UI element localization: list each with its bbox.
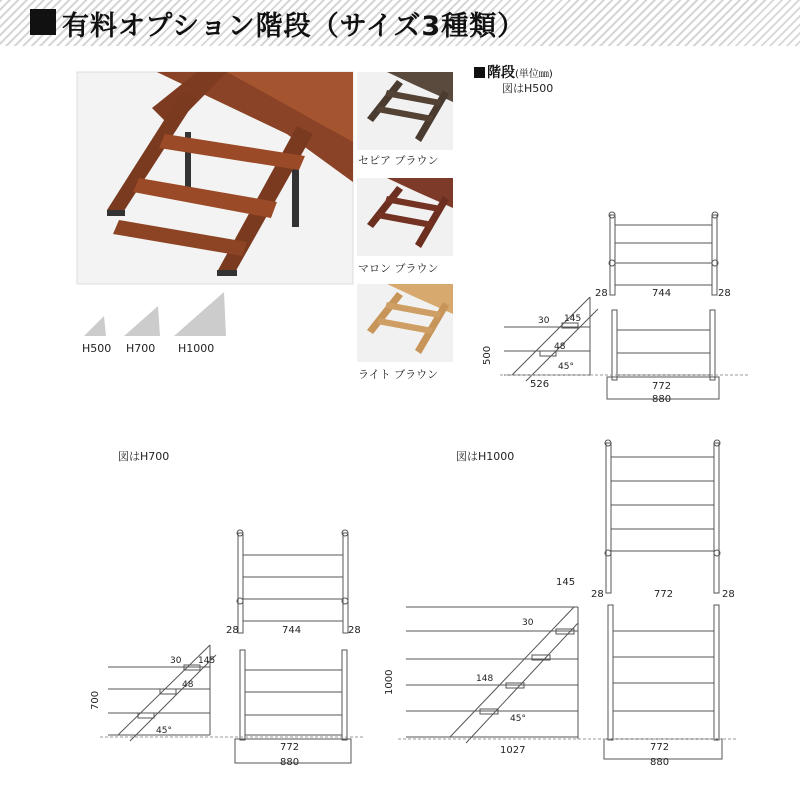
h700-nosing: 145 [198,656,216,666]
square-bullet-icon [474,67,485,78]
h500-nosing: 145 [564,314,582,324]
h1000-diag: 148 [476,674,494,684]
size-silhouettes [80,290,230,340]
h700-outer: 880 [280,757,300,768]
h700-angle: 45° [156,726,172,736]
h1000-top-left: 28 [591,589,604,600]
h700-top-right: 28 [348,625,361,636]
h700-drawing [90,525,370,775]
h500-inner: 772 [652,381,672,392]
h1000-top-right: 28 [722,589,735,600]
h700-inner: 772 [280,742,300,753]
h500-height: 500 [482,345,493,365]
page-title: 有料オプション階段（サイズ3種類） [62,11,526,42]
swatch-light [357,284,453,362]
h500-diag: 48 [554,342,566,352]
swatch-label-sepia: セピア ブラウン [358,154,439,167]
caption-h700: 図はH700 [118,450,170,463]
h700-diag: 48 [182,680,194,690]
header-banner [0,0,800,46]
main-stair-photo [77,72,353,284]
section-title: 階段(単位㎜) [474,62,553,82]
h500-base: 526 [530,379,550,390]
h500-tread: 30 [538,316,550,326]
size-label-h700: H700 [126,342,156,355]
swatch-maroon [357,178,453,256]
h700-top-width: 744 [282,625,302,636]
h500-outer: 880 [652,394,672,405]
h500-top-left: 28 [595,288,608,299]
square-bullet-icon [30,9,56,35]
h700-tread: 30 [170,656,182,666]
h1000-inner: 772 [650,742,670,753]
h1000-height: 1000 [384,669,395,695]
swatch-sepia [357,72,453,150]
size-label-h1000: H1000 [178,342,215,355]
size-label-h500: H500 [82,342,112,355]
h500-top-right: 28 [718,288,731,299]
h1000-nosing: 145 [556,577,576,588]
h1000-silhouette [174,292,226,336]
h1000-base: 1027 [500,745,526,756]
h500-top-width: 744 [652,288,672,299]
h1000-drawing [384,435,743,775]
h700-height: 700 [90,690,101,710]
h1000-top-width: 772 [654,589,674,600]
h500-drawing [480,205,760,405]
h500-angle: 45° [558,362,574,372]
swatch-label-light: ライト ブラウン [358,368,439,381]
h500-silhouette [84,316,106,336]
h1000-angle: 45° [510,714,526,724]
swatch-label-maroon: マロン ブラウン [358,262,439,275]
h1000-outer: 880 [650,757,670,768]
caption-h500: 図はH500 [502,82,554,95]
h1000-tread: 30 [522,618,534,628]
h700-silhouette [124,306,160,336]
caption-h1000: 図はH1000 [456,450,515,463]
h700-top-left: 28 [226,625,239,636]
